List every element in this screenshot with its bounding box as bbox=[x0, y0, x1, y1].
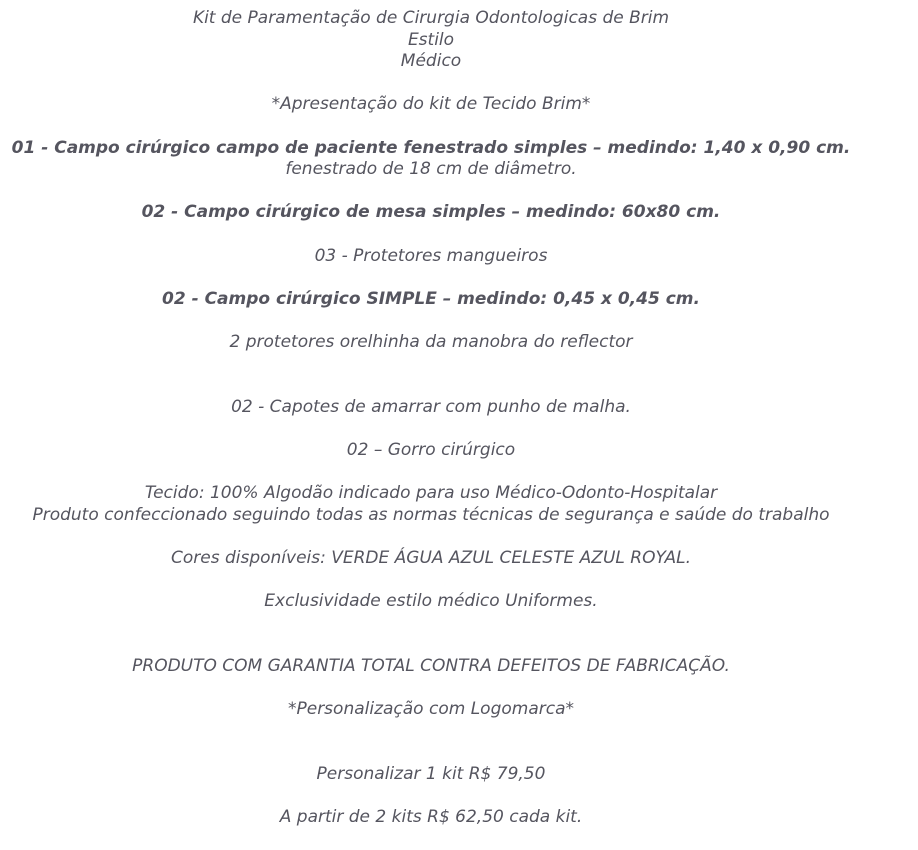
colors-line: Cores disponíveis: VERDE ÁGUA AZUL CELESTE AZUL ROYAL. bbox=[170, 547, 692, 568]
item-1-line-1: 01 - Campo cirúrgico campo de paciente fenestrado simples – medindo: 1,40 x 0,90 cm. bbox=[11, 137, 851, 158]
item-7: 02 – Gorro cirúrgico bbox=[346, 439, 516, 460]
presentation-heading: *Apresentação do kit de Tecido Brim* bbox=[271, 94, 591, 115]
warranty-line: PRODUTO COM GARANTIA TOTAL CONTRA DEFEITOS DE FABRICAÇÃO. bbox=[132, 655, 730, 676]
item-5: 2 protetores orelhinha da manobra do reflector bbox=[229, 331, 633, 352]
price-one-kit: Personalizar 1 kit R$ 79,50 bbox=[316, 763, 546, 784]
norms-line: Produto confeccionado seguindo todas as normas técnicas de segurança e saúde do trabalho bbox=[32, 504, 830, 525]
item-2: 02 - Campo cirúrgico de mesa simples – medindo: 60x80 cm. bbox=[141, 202, 721, 223]
price-two-kits: A partir de 2 kits R$ 62,50 cada kit. bbox=[279, 806, 583, 827]
title-line-2: Estilo bbox=[407, 29, 455, 50]
title-line-1: Kit de Paramentação de Cirurgia Odontologicas de Brim bbox=[192, 8, 670, 28]
product-description bbox=[0, 8, 862, 829]
exclusivity-line: Exclusividade estilo médico Uniformes. bbox=[264, 591, 598, 612]
item-3: 03 - Protetores mangueiros bbox=[314, 245, 548, 266]
personalization-heading: *Personalização com Logomarca* bbox=[287, 699, 574, 719]
item-1-line-2: fenestrado de 18 cm de diâmetro. bbox=[285, 159, 577, 180]
fabric-line: Tecido: 100% Algodão indicado para uso Médico-Odonto-Hospitalar bbox=[144, 483, 718, 504]
title-line-3: Médico bbox=[400, 51, 462, 72]
item-6: 02 - Capotes de amarrar com punho de malha. bbox=[231, 396, 631, 417]
item-4: 02 - Campo cirúrgico SIMPLE – medindo: 0,45 x 0,45 cm. bbox=[162, 288, 700, 309]
